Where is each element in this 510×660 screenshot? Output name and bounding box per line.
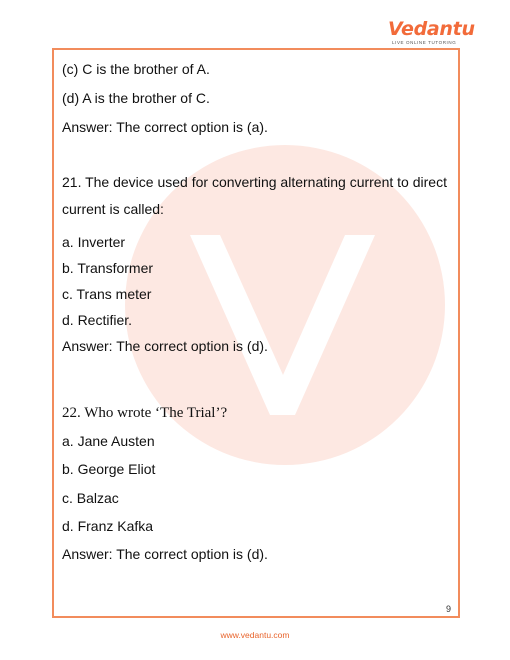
footer-url-link[interactable]: www.vedantu.com (220, 630, 290, 640)
page-number: 9 (446, 604, 452, 614)
question-21-text-cont: current is called: (62, 201, 164, 217)
answer-line: Answer: The correct option is (d). (62, 338, 268, 354)
option-d: (d) A is the brother of C. (62, 90, 210, 106)
vedantu-logo (388, 14, 475, 50)
option-c: c. Trans meter (62, 286, 152, 302)
option-b: b. George Eliot (62, 461, 156, 477)
option-c: (c) C is the brother of A. (62, 61, 210, 77)
logo-brand-text: Vedantu (388, 18, 475, 40)
question-22-text: 22. Who wrote ‘The Trial’? (62, 405, 228, 421)
answer-line: Answer: The correct option is (a). (62, 119, 268, 135)
option-d: d. Rectifier. (62, 312, 133, 328)
option-c: c. Balzac (62, 490, 119, 506)
option-a: a. Jane Austen (62, 433, 155, 449)
option-a: a. Inverter (62, 234, 126, 250)
option-b: b. Transformer (62, 260, 154, 276)
question-21-text: 21. The device used for converting alternating current to direct (62, 174, 447, 190)
logo-tagline: LIVE ONLINE TUTORING (392, 40, 457, 45)
option-d: d. Franz Kafka (62, 518, 154, 534)
answer-line: Answer: The correct option is (d). (62, 546, 268, 562)
